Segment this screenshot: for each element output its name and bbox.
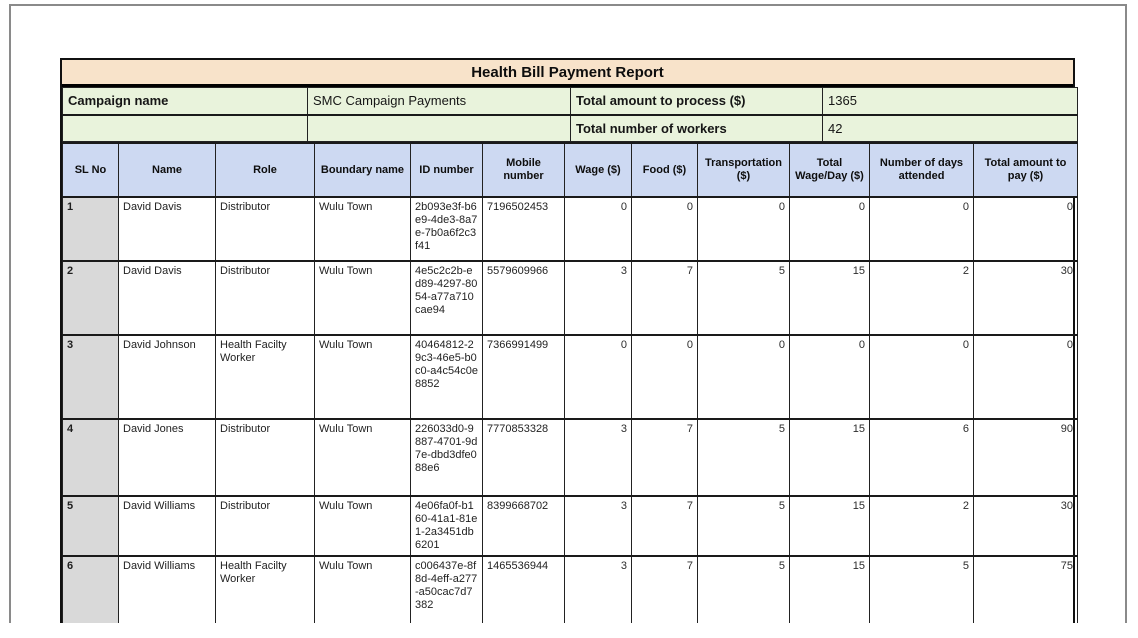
cell-total_pay: 30 <box>974 261 1078 335</box>
payments-table <box>62 142 1078 623</box>
report-title-bar <box>62 60 1073 87</box>
cell-mobile: 1465536944 <box>483 556 565 623</box>
cell-mobile: 7196502453 <box>483 197 565 261</box>
table-row <box>63 197 1078 261</box>
summary-table <box>62 87 1078 142</box>
cell-total_pay: 75 <box>974 556 1078 623</box>
cell-boundary: Wulu Town <box>315 197 411 261</box>
column-header-days-attended: Number of days attended <box>870 143 974 197</box>
campaign-name-label: Campaign name <box>63 88 308 115</box>
cell-days: 5 <box>870 556 974 623</box>
cell-total_wage: 0 <box>790 197 870 261</box>
summary-empty-cell-1 <box>63 115 308 142</box>
cell-total_wage: 15 <box>790 261 870 335</box>
cell-name: David Davis <box>119 197 216 261</box>
cell-role: Distributor <box>216 197 315 261</box>
cell-role: Health Facilty Worker <box>216 335 315 419</box>
column-header-boundary-name: Boundary name <box>315 143 411 197</box>
column-header-id-number: ID number <box>411 143 483 197</box>
cell-id: 226033d0-9887-4701-9d7e-dbd3dfe088e6 <box>411 419 483 496</box>
cell-name: David Johnson <box>119 335 216 419</box>
column-header-total-wage-day: Total Wage/Day ($) <box>790 143 870 197</box>
table-row <box>63 496 1078 556</box>
cell-mobile: 8399668702 <box>483 496 565 556</box>
workers-count-label: Total number of workers <box>571 115 823 142</box>
document-page <box>9 4 1127 623</box>
cell-transport: 5 <box>698 419 790 496</box>
cell-sl: 4 <box>63 419 119 496</box>
cell-name: David Davis <box>119 261 216 335</box>
cell-wage: 3 <box>565 261 632 335</box>
cell-id: 4e06fa0f-b160-41a1-81e1-2a3451db6201 <box>411 496 483 556</box>
cell-mobile: 7770853328 <box>483 419 565 496</box>
cell-id: 2b093e3f-b6e9-4de3-8a7e-7b0a6f2c3f41 <box>411 197 483 261</box>
cell-days: 2 <box>870 261 974 335</box>
cell-total_wage: 15 <box>790 496 870 556</box>
column-header-wage: Wage ($) <box>565 143 632 197</box>
cell-sl: 1 <box>63 197 119 261</box>
workers-count-value: 42 <box>823 115 1078 142</box>
table-row <box>63 335 1078 419</box>
cell-total_pay: 30 <box>974 496 1078 556</box>
cell-id: c006437e-8f8d-4eff-a277-a50cac7d7382 <box>411 556 483 623</box>
cell-days: 2 <box>870 496 974 556</box>
cell-sl: 2 <box>63 261 119 335</box>
report-title: Health Bill Payment Report <box>471 63 664 81</box>
cell-transport: 5 <box>698 261 790 335</box>
column-header-transportation: Transportation ($) <box>698 143 790 197</box>
summary-row-workers <box>63 115 1078 142</box>
cell-wage: 0 <box>565 335 632 419</box>
cell-boundary: Wulu Town <box>315 335 411 419</box>
cell-mobile: 7366991499 <box>483 335 565 419</box>
cell-wage: 3 <box>565 496 632 556</box>
cell-transport: 5 <box>698 496 790 556</box>
cell-transport: 0 <box>698 335 790 419</box>
report-table-container <box>60 58 1075 623</box>
column-header-total-amount-to-pay: Total amount to pay ($) <box>974 143 1078 197</box>
cell-sl: 3 <box>63 335 119 419</box>
cell-food: 7 <box>632 556 698 623</box>
cell-days: 0 <box>870 197 974 261</box>
cell-days: 6 <box>870 419 974 496</box>
cell-total_wage: 15 <box>790 419 870 496</box>
cell-role: Distributor <box>216 496 315 556</box>
cell-id: 4e5c2c2b-ed89-4297-8054-a77a710cae94 <box>411 261 483 335</box>
cell-name: David Williams <box>119 556 216 623</box>
column-header-food: Food ($) <box>632 143 698 197</box>
table-row <box>63 261 1078 335</box>
cell-food: 0 <box>632 335 698 419</box>
total-amount-value: 1365 <box>823 88 1078 115</box>
cell-food: 7 <box>632 419 698 496</box>
cell-boundary: Wulu Town <box>315 419 411 496</box>
cell-wage: 3 <box>565 556 632 623</box>
cell-total_pay: 90 <box>974 419 1078 496</box>
column-header-role: Role <box>216 143 315 197</box>
cell-role: Distributor <box>216 261 315 335</box>
cell-name: David Jones <box>119 419 216 496</box>
cell-food: 7 <box>632 261 698 335</box>
cell-name: David Williams <box>119 496 216 556</box>
table-header-row <box>63 143 1078 197</box>
cell-role: Health Facilty Worker <box>216 556 315 623</box>
cell-boundary: Wulu Town <box>315 556 411 623</box>
cell-sl: 6 <box>63 556 119 623</box>
cell-boundary: Wulu Town <box>315 261 411 335</box>
column-header-sl-no: SL No <box>63 143 119 197</box>
cell-sl: 5 <box>63 496 119 556</box>
cell-id: 40464812-29c3-46e5-b0c0-a4c54c0e8852 <box>411 335 483 419</box>
table-body <box>63 197 1078 623</box>
cell-total_wage: 0 <box>790 335 870 419</box>
campaign-name-value: SMC Campaign Payments <box>308 88 571 115</box>
total-amount-label: Total amount to process ($) <box>571 88 823 115</box>
column-header-mobile-number: Mobile number <box>483 143 565 197</box>
column-header-name: Name <box>119 143 216 197</box>
cell-total_wage: 15 <box>790 556 870 623</box>
cell-transport: 5 <box>698 556 790 623</box>
cell-boundary: Wulu Town <box>315 496 411 556</box>
cell-wage: 3 <box>565 419 632 496</box>
cell-food: 7 <box>632 496 698 556</box>
summary-empty-cell-2 <box>308 115 571 142</box>
cell-mobile: 5579609966 <box>483 261 565 335</box>
cell-role: Distributor <box>216 419 315 496</box>
table-row <box>63 556 1078 623</box>
cell-food: 0 <box>632 197 698 261</box>
summary-row-campaign <box>63 88 1078 115</box>
cell-total_pay: 0 <box>974 197 1078 261</box>
table-row <box>63 419 1078 496</box>
cell-wage: 0 <box>565 197 632 261</box>
cell-days: 0 <box>870 335 974 419</box>
cell-total_pay: 0 <box>974 335 1078 419</box>
cell-transport: 0 <box>698 197 790 261</box>
